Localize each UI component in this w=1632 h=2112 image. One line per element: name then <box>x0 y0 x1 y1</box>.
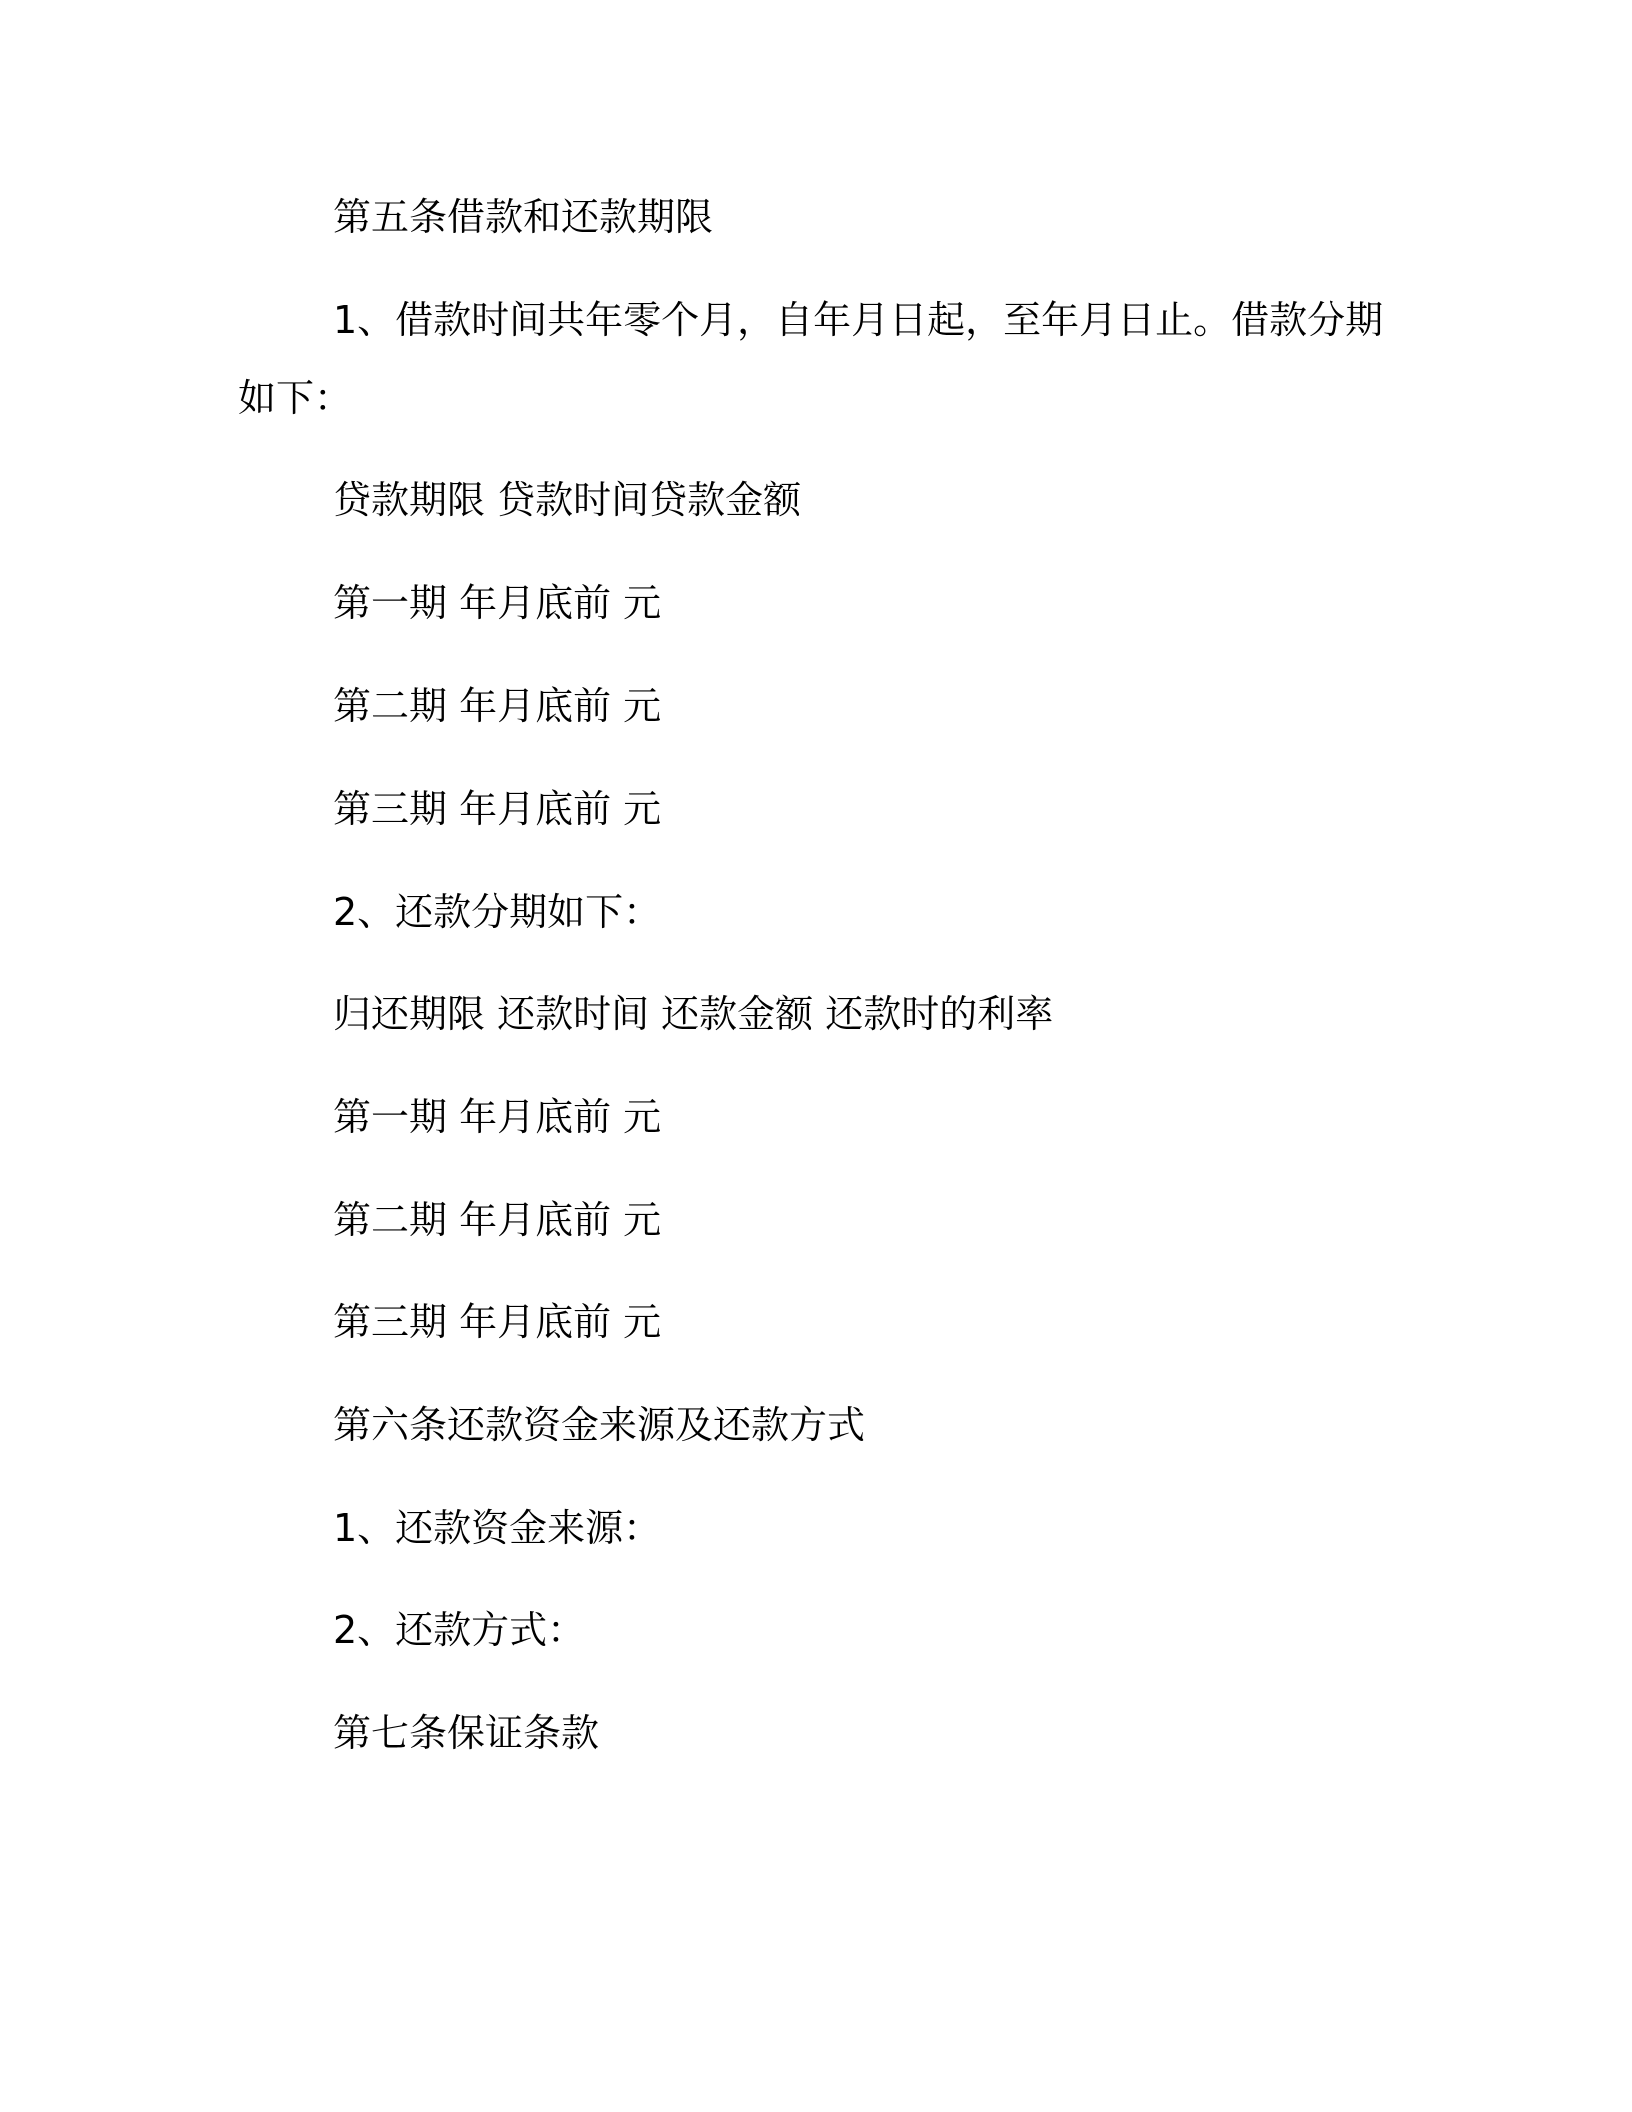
repay-table-row: 第一期 年月底前 元 <box>333 1095 662 1139</box>
loan-table-header: 贷款期限 贷款时间贷款金额 <box>333 478 802 522</box>
article-7-heading: 第七条保证条款 <box>333 1711 600 1755</box>
repay-table-row: 第二期 年月底前 元 <box>333 1198 662 1242</box>
article-5-item-1-line-1: 1、借款时间共年零个月，自年月日起，至年月日止。借款分期 <box>333 298 1384 342</box>
article-6-heading: 第六条还款资金来源及还款方式 <box>333 1403 866 1447</box>
article-6-item-2: 2、还款方式： <box>333 1608 586 1652</box>
article-5-item-2: 2、还款分期如下： <box>333 890 662 934</box>
article-6-item-1: 1、还款资金来源： <box>333 1506 662 1550</box>
loan-table-row: 第一期 年月底前 元 <box>333 581 662 625</box>
article-5-item-1-line-2: 如下： <box>238 376 353 420</box>
loan-table-row: 第二期 年月底前 元 <box>333 684 662 728</box>
repay-table-row: 第三期 年月底前 元 <box>333 1300 662 1344</box>
article-5-heading: 第五条借款和还款期限 <box>333 195 714 239</box>
loan-table-row: 第三期 年月底前 元 <box>333 787 662 831</box>
repay-table-header: 归还期限 还款时间 还款金额 还款时的利率 <box>333 992 1054 1036</box>
